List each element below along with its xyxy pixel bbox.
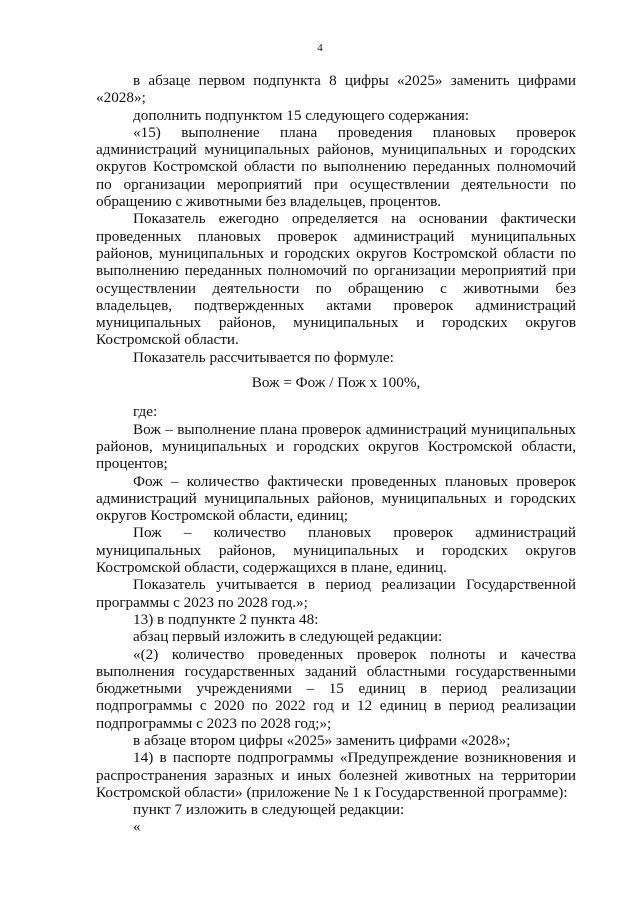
paragraph: пункт 7 изложить в следующей редакции: <box>133 801 405 819</box>
paragraph: «(2) количество проведенных проверок полноты и качества выполнения государственных заданий областными государственными бюджетными учреждениями – 15 единиц в период реализации подпрограммы с 2020 по 2022 год и 12 единиц в период реализации подпрограммы с 2023 по 2028 год;»; <box>96 645 576 732</box>
paragraph: Показатель рассчитывается по формуле: <box>133 348 394 366</box>
paragraph: Показатель учитывается в период реализации Государственной программы с 2023 по 2028 год.»; <box>96 576 576 611</box>
paragraph: где: <box>133 403 158 421</box>
paragraph: 14) в паспорте подпрограммы «Предупреждение возникновения и распространения заразных и иных болезней животных на территории Костромской области» (приложение № 1 к Государственной программе): <box>96 749 576 801</box>
paragraph: 13) в подпункте 2 пункта 48: <box>133 610 319 628</box>
document-body <box>96 72 576 836</box>
paragraph: «15) выполнение плана проведения плановых проверок администраций муниципальных районов, муниципальных и городских округов Костромской области по выполнению переданных полномочий по организации мероприятий при осуществлении деятельности по обращению с животными без владельцев, процентов. <box>96 123 576 211</box>
paragraph: в абзаце втором цифры «2025» заменить цифрами «2028»; <box>133 731 511 749</box>
paragraph: в абзаце первом подпункта 8 цифры «2025» заменить цифрами «2028»; <box>96 72 576 107</box>
paragraph: абзац первый изложить в следующей редакции: <box>133 628 443 646</box>
paragraph: Фож – количество фактически проведенных плановых проверок администраций муниципальных районов, муниципальных и городских округов Костромской области, единиц; <box>96 472 576 525</box>
paragraph: Пож – количество плановых проверок администраций муниципальных районов, муниципальных и городских округов Костромской области, содержащихся в плане, единиц. <box>96 524 576 577</box>
paragraph: Показатель ежегодно определяется на основании фактически проведенных плановых проверок администраций муниципальных районов, муниципальных и городских округов Костромской области по выполнению переданных полномочий по организации мероприятий при осуществлении деятельности по обращению с животными без владельцев, подтвержденных актами проверок администраций муниципальных районов, муниципальных и городских округов Костромской области. <box>96 210 576 349</box>
paragraph: дополнить подпунктом 15 следующего содержания: <box>133 106 470 124</box>
paragraph: « <box>133 818 141 836</box>
page-number: 4 <box>317 42 323 54</box>
formula: Вож = Фож / Пож х 100%, <box>251 374 421 392</box>
paragraph: Вож – выполнение плана проверок администраций муниципальных районов, муниципальных и городских округов Костромской области, процентов; <box>96 420 576 473</box>
